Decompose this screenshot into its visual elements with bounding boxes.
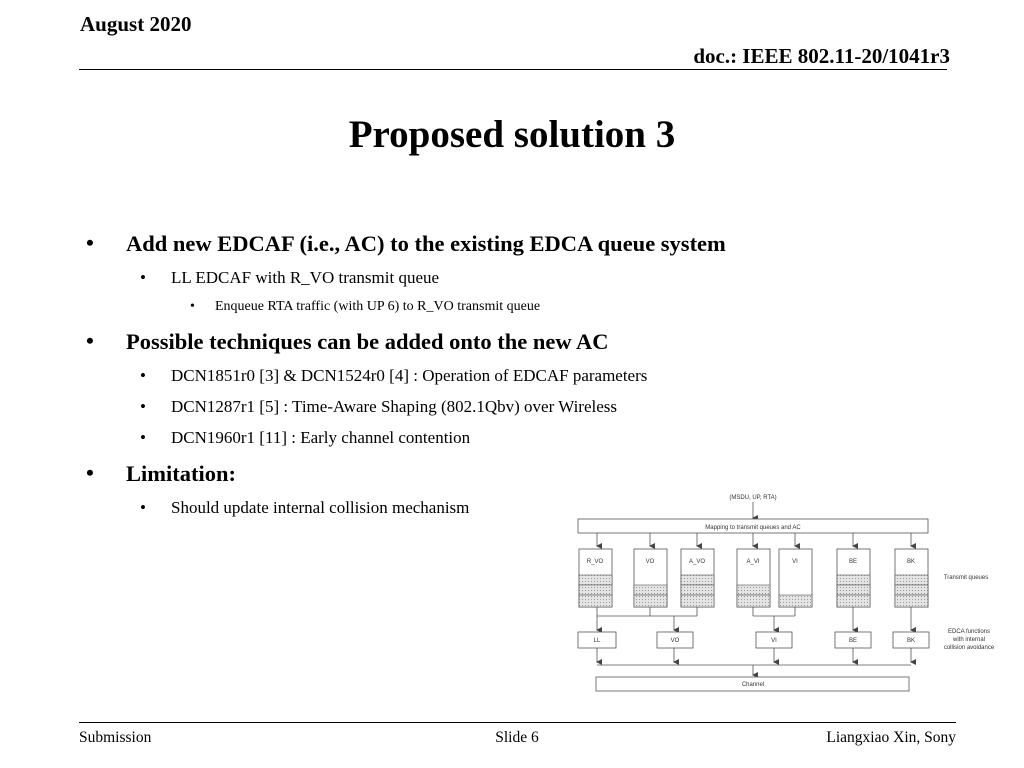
queues-caption: Transmit queues [943,575,989,581]
bullet-marker: • [190,299,195,314]
edca-caption-line: EDCA functions [947,629,991,635]
edca-queue-diagram [570,488,1010,698]
bullet-marker: • [86,328,94,353]
bullet-1-1-1: Enqueue RTA traffic (with UP 6) to R_VO transmit queue [215,299,541,314]
edca-label: BE [848,638,858,644]
footer-submission: Submission [79,729,152,746]
bullet-marker: • [140,268,146,287]
bullet-2-1: DCN1851r0 [3] & DCN1524r0 [4] : Operation of EDCAF parameters [171,366,648,385]
edca-label: BK [906,638,916,644]
bullet-2: Possible techniques can be added onto the new AC [126,329,609,354]
queue-label: BK [906,559,916,565]
footer-rule [79,722,956,723]
queue-label: VI [792,559,798,565]
edca-caption-line: collision avoidance [943,645,995,651]
bullet-3-1: Should update internal collision mechanism [171,498,470,517]
bullet-2-3: DCN1960r1 [11] : Early channel contention [171,428,471,447]
queue-label: VO [645,559,655,565]
bullet-2-2: DCN1287r1 [5] : Time-Aware Shaping (802.1Qbv) over Wireless [171,397,617,416]
header-doc-id: doc.: IEEE 802.11-20/1041r3 [693,44,950,68]
header-date: August 2020 [80,12,192,36]
bullet-marker: • [140,428,146,447]
channel-label: Channel [741,682,765,688]
header-rule [79,69,947,70]
footer-author: Liangxiao Xin, Sony [826,729,956,746]
bullet-1-1: LL EDCAF with R_VO transmit queue [171,268,440,287]
bullet-marker: • [86,460,94,485]
bullet-3: Limitation: [126,461,236,486]
slide-title: Proposed solution 3 [348,113,676,156]
queue-label: A_VO [688,559,706,565]
edca-caption-line: with internal [952,637,986,643]
queue-label: A_VI [746,559,760,565]
bullet-marker: • [86,230,94,255]
queue-label: BE [848,559,858,565]
bullet-1: Add new EDCAF (i.e., AC) to the existing EDCA queue system [126,231,726,256]
input-label: (MSDU, UP, RTA) [729,495,777,501]
edca-label: VI [771,638,777,644]
bullet-marker: • [140,498,146,517]
footer-slide-number: Slide 6 [495,729,539,746]
edca-label: LL [593,638,601,644]
queue-label: R_VO [586,559,604,565]
mapping-label: Mapping to transmit queues and AC [705,525,801,531]
bullet-marker: • [140,397,146,416]
edca-label: VO [670,638,680,644]
bullet-marker: • [140,366,146,385]
